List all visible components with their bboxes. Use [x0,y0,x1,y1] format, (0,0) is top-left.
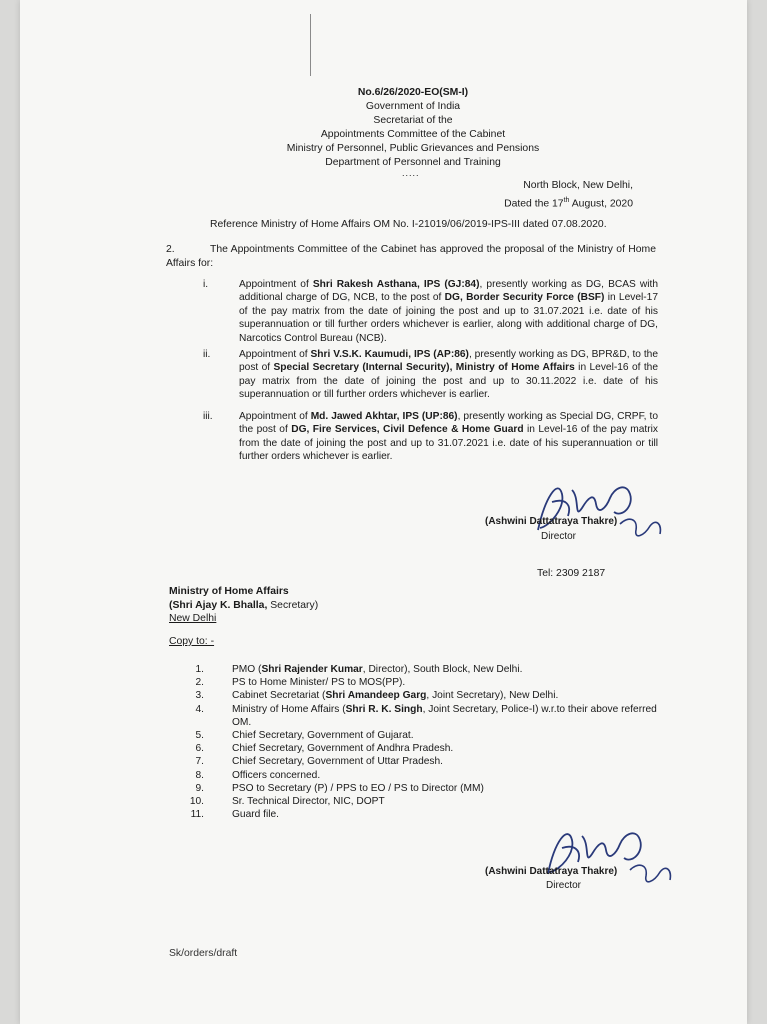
signatory-designation: Director [541,531,577,542]
letterhead-line: Department of Personnel and Training [325,157,501,168]
separator: ..... [402,168,420,178]
signatory-designation: Director [546,880,582,891]
copy-to-label: Copy to: - [169,636,215,647]
letterhead [270,86,556,170]
telephone: Tel: 2309 2187 [537,568,606,579]
addressee-ministry: Ministry of Home Affairs [169,586,289,597]
item-number: i. [203,279,209,290]
letterhead-line: Secretariat of the [373,115,453,126]
letterhead-line: Ministry of Personnel, Public Grievances and Pensions [286,143,540,154]
addressee [169,585,318,626]
item-text: Appointment of Shri Rakesh Asthana, IPS (GJ:84), presently working as DG, BCAS with additional charge of DG, NCB, to the post of DG, Border Security Force (BSF) in Level-17 of the pay matrix from the date of joining the post and up to 31.07.2021 i.e. date of his superannuation or till further orders whichever is earlier, along with additional charge of DG, Narcotics Control Bureau (NCB). [239,279,659,344]
list-item: 6. Chief Secretary, Government of Andhra Pradesh. [195,743,454,755]
list-item: 2. PS to Home Minister/ PS to MOS(PP). [195,677,406,689]
list-item: 1. PMO (Shri Rajender Kumar, Director), South Block, New Delhi. [195,664,523,675]
date: Dated the 17th August, 2020 [504,197,633,210]
copy-list [180,663,660,821]
list-item: 10. Sr. Technical Director, NIC, DOPT [189,795,385,807]
list-item: 3. Cabinet Secretariat (Shri Amandeep Garg, Joint Secretary), New Delhi. [195,690,559,702]
list-item: 5. Chief Secretary, Government of Gujarat. [195,729,414,741]
signatory-name: (Ashwini Dattatraya Thakre) [485,516,618,527]
signature-2 [518,812,688,902]
place-and-date [504,178,633,211]
list-item: 4. Ministry of Home Affairs (Shri R. K. Singh, Joint Secretary, Police-I) w.r.to their above referred OM. [195,703,657,728]
paragraph-2 [166,243,656,270]
signatory-name: (Ashwini Dattatraya Thakre) [485,866,618,877]
file-number: No.6/26/2020-EO(SM-I) [357,87,469,98]
document-page [20,0,747,1024]
footer-reference: Sk/orders/draft [169,948,238,959]
place: North Block, New Delhi, [523,180,633,191]
paragraph-number: 2. [166,244,175,255]
reference-line: Reference Ministry of Home Affairs OM No. I-21019/06/2019-IPS-III dated 07.08.2020. [210,219,607,230]
item-text: Appointment of Shri V.S.K. Kaumudi, IPS (AP:86), presently working as DG, BPR&D, to the post of Special Secretary (Internal Security), Ministry of Home Affairs in Level-16 of the pay matrix from the date of joining the post and up to 30.11.2022 i.e. date of his superannuation or till further orders whichever is earlier. [239,349,659,401]
addressee-city: New Delhi [169,613,217,624]
item-text: Appointment of Md. Jawed Akhtar, IPS (UP:86), presently working as Special DG, CRPF, to the post of DG, Fire Services, Civil Defence & Home Guard in Level-16 of the pay matrix from the date of joining the post and up to 31.07.2021 i.e. date of his superannuation or till further orders whichever is earlier. [239,411,659,463]
list-item: 8. Officers concerned. [195,769,321,781]
signature-1 [510,468,680,558]
letterhead-line: Government of India [365,101,461,112]
paragraph-text: The Appointments Committee of the Cabinet has approved the proposal of the Ministry of Home Affairs for: [166,244,656,269]
list-item: 7. Chief Secretary, Government of Uttar Pradesh. [195,756,444,768]
list-item: 9. PSO to Secretary (P) / PPS to EO / PS to Director (MM) [195,782,484,794]
fold-line [310,14,311,76]
addressee-person: (Shri Ajay K. Bhalla, Secretary) [169,599,319,611]
item-number: iii. [203,411,213,422]
list-item: 11. Guard file. [190,809,279,821]
item-number: ii. [203,349,211,360]
letterhead-line: Appointments Committee of the Cabinet [320,129,506,140]
